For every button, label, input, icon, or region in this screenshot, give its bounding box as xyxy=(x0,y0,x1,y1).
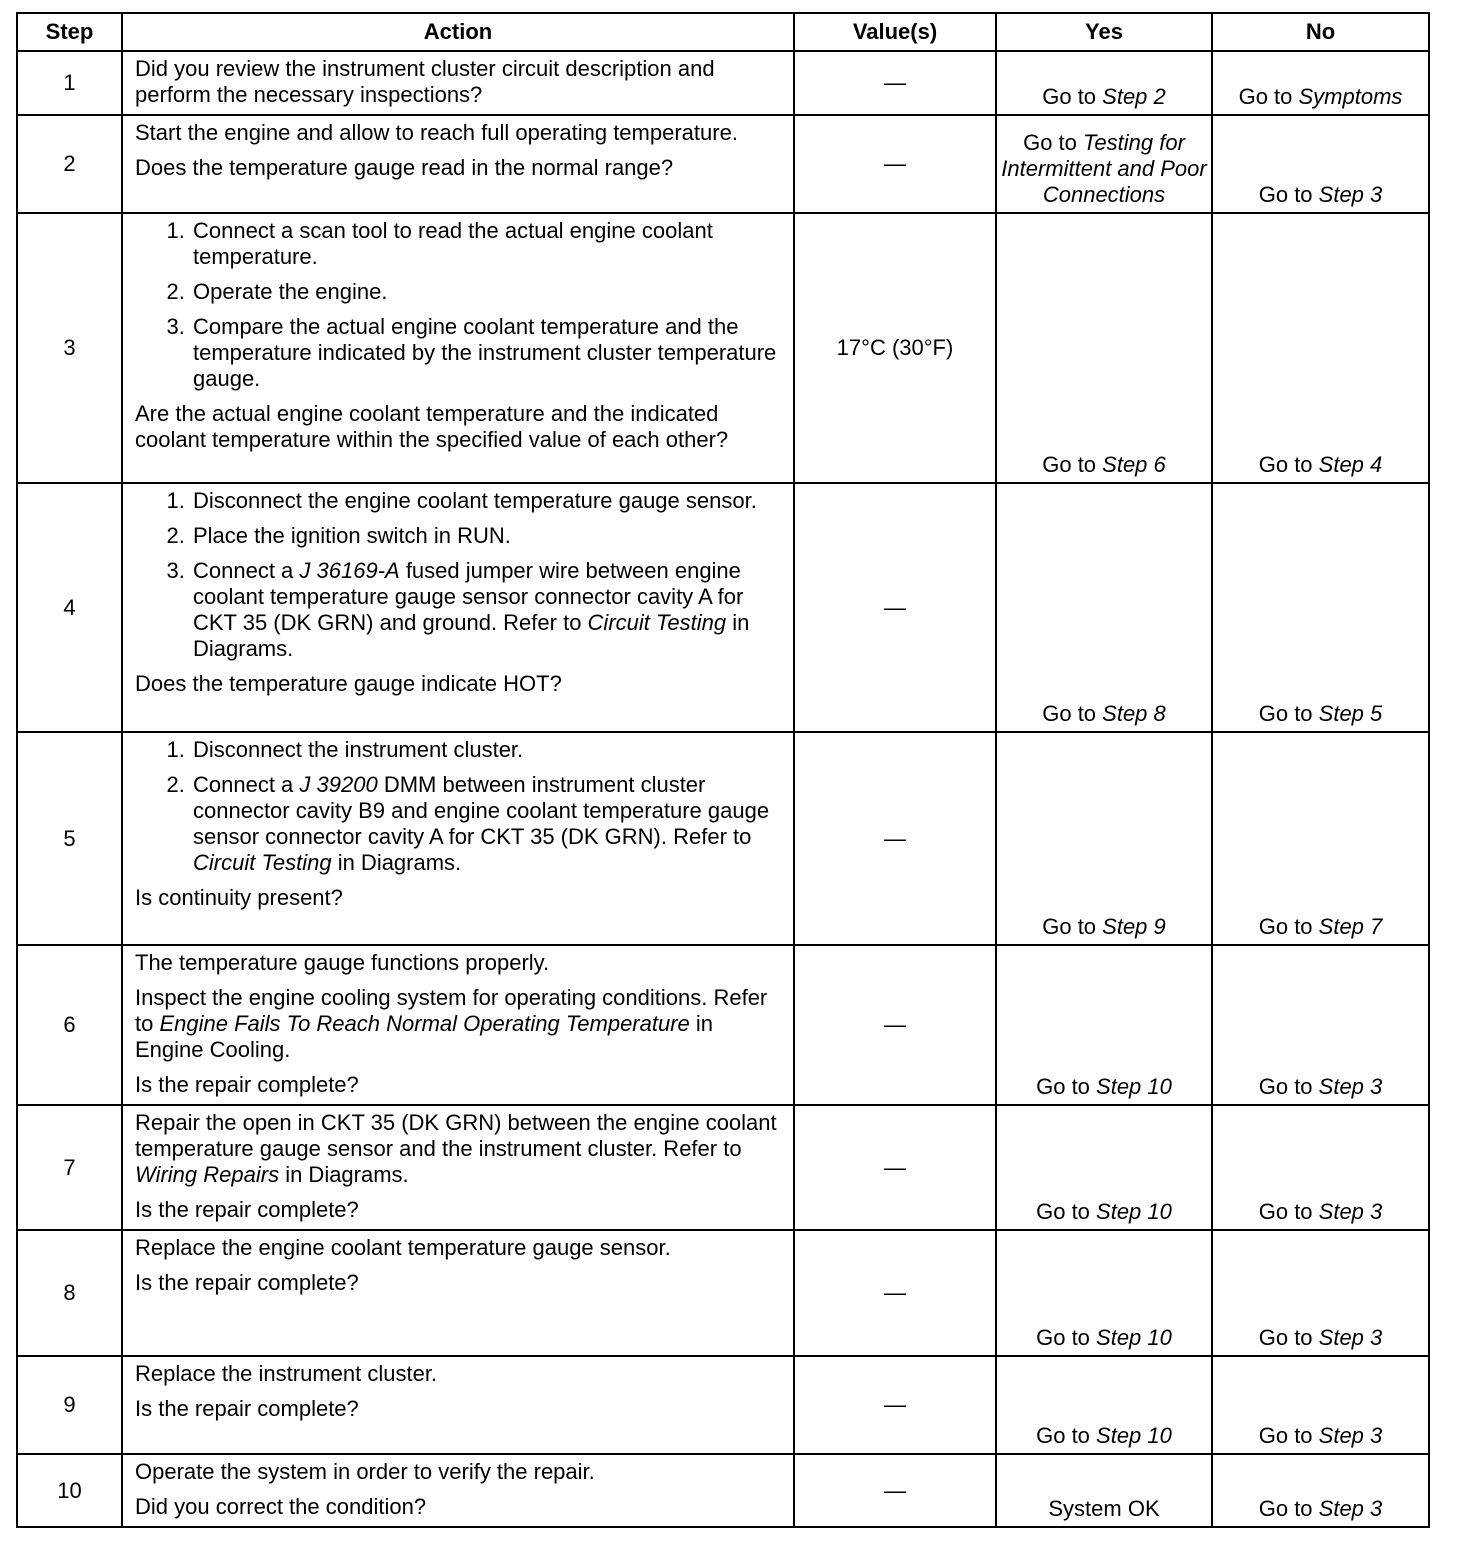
reference-text: Step 10 xyxy=(1096,1423,1172,1448)
yes-cell xyxy=(996,1454,1212,1527)
text-run: Go to xyxy=(1023,130,1083,155)
no-cell xyxy=(1212,483,1429,732)
action-cell xyxy=(122,1454,794,1527)
text-run: Connect a xyxy=(193,772,300,797)
value-cell: — xyxy=(794,483,996,732)
no-cell xyxy=(1212,1454,1429,1527)
action-paragraph xyxy=(135,885,783,911)
text-run: Connect a scan tool to read the actual engine coolant temperature. xyxy=(193,218,713,269)
action-cell xyxy=(122,51,794,115)
action-paragraph xyxy=(135,1270,783,1296)
value-cell: — xyxy=(794,115,996,213)
action-step xyxy=(191,314,783,392)
text-run: Replace the engine coolant temperature gauge sensor. xyxy=(135,1235,671,1260)
text-run: in Diagrams. xyxy=(279,1162,409,1187)
text-run: Is continuity present? xyxy=(135,885,343,910)
reference-text: Step 3 xyxy=(1318,1325,1383,1350)
value-cell: — xyxy=(794,1105,996,1230)
reference-text: Step 6 xyxy=(1102,452,1166,477)
text-run: Go to xyxy=(1042,914,1103,939)
reference-text: Step 8 xyxy=(1102,701,1166,726)
reference-text: Step 3 xyxy=(1318,182,1383,207)
text-run: Inspect the engine cooling system for operating conditions. Refer to xyxy=(135,985,768,1036)
action-paragraph xyxy=(135,985,783,1063)
step-number: 5 xyxy=(17,732,122,945)
reference-text: Step 7 xyxy=(1318,914,1383,939)
text-run: Start the engine and allow to reach full operating temperature. xyxy=(135,120,738,145)
text-run: Replace the instrument cluster. xyxy=(135,1361,438,1386)
action-cell xyxy=(122,483,794,732)
text-run: fused jumper wire between engine coolant temperature gauge sensor connector cavity A for CKT 35 (DK GRN) and ground. Refer to xyxy=(193,558,744,635)
no-cell xyxy=(1212,1105,1429,1230)
text-run: Go to xyxy=(1042,452,1103,477)
table-row xyxy=(17,1356,1429,1454)
text-run: Does the temperature gauge read in the normal range? xyxy=(135,155,674,180)
value-cell: — xyxy=(794,1454,996,1527)
text-run: Go to xyxy=(1258,1423,1319,1448)
reference-text: Step 10 xyxy=(1096,1074,1172,1099)
action-cell xyxy=(122,1356,794,1454)
reference-text: Testing for Intermittent and Poor Connections xyxy=(1001,130,1207,207)
yes-cell xyxy=(996,483,1212,732)
no-cell xyxy=(1212,213,1429,483)
action-steps-list xyxy=(135,737,783,876)
text-run: in Diagrams. xyxy=(331,850,462,875)
reference-text: J 39200 xyxy=(299,772,378,797)
action-paragraph xyxy=(135,1396,783,1422)
step-number: 9 xyxy=(17,1356,122,1454)
text-run: Are the actual engine coolant temperature and the indicated coolant temperature within the specified value of each other? xyxy=(135,401,729,452)
action-paragraph xyxy=(135,671,783,697)
action-step xyxy=(191,488,783,514)
action-step xyxy=(191,772,783,876)
action-paragraph xyxy=(135,155,783,181)
yes-cell xyxy=(996,115,1212,213)
text-run: in Diagrams. xyxy=(193,610,750,661)
header-step: Step xyxy=(17,13,122,51)
text-run: Go to xyxy=(1042,701,1103,726)
action-paragraph xyxy=(135,56,783,108)
table-row xyxy=(17,115,1429,213)
table-row xyxy=(17,1454,1429,1527)
action-paragraph xyxy=(135,1072,783,1098)
table-row xyxy=(17,945,1429,1105)
table-row xyxy=(17,1230,1429,1356)
header-action: Action xyxy=(122,13,794,51)
no-cell xyxy=(1212,732,1429,945)
no-cell xyxy=(1212,945,1429,1105)
step-number: 2 xyxy=(17,115,122,213)
yes-cell xyxy=(996,1356,1212,1454)
table-row xyxy=(17,483,1429,732)
step-number: 10 xyxy=(17,1454,122,1527)
reference-text: Step 3 xyxy=(1318,1496,1383,1521)
text-run: Compare the actual engine coolant temperature and the temperature indicated by the instrument cluster temperature gauge. xyxy=(193,314,777,391)
text-run: The temperature gauge functions properly. xyxy=(135,950,550,975)
text-run: Disconnect the instrument cluster. xyxy=(193,737,524,762)
action-paragraph xyxy=(135,1235,783,1261)
table-row xyxy=(17,213,1429,483)
action-paragraph xyxy=(135,1494,783,1520)
table-row xyxy=(17,51,1429,115)
text-run: Is the repair complete? xyxy=(135,1396,359,1421)
text-run: Is the repair complete? xyxy=(135,1197,359,1222)
reference-text: Circuit Testing xyxy=(193,850,332,875)
reference-text: Circuit Testing xyxy=(587,610,727,635)
no-cell xyxy=(1212,115,1429,213)
step-number: 6 xyxy=(17,945,122,1105)
action-paragraph xyxy=(135,950,783,976)
action-paragraph xyxy=(135,1110,783,1188)
text-run: Go to xyxy=(1036,1074,1097,1099)
text-run: Go to xyxy=(1258,1325,1319,1350)
text-run: Connect a xyxy=(193,558,300,583)
value-cell: 17°C (30°F) xyxy=(794,213,996,483)
yes-cell xyxy=(996,945,1212,1105)
header-yes: Yes xyxy=(996,13,1212,51)
value-cell: — xyxy=(794,1230,996,1356)
header-no: No xyxy=(1212,13,1429,51)
table-row xyxy=(17,1105,1429,1230)
reference-text: Engine Fails To Reach Normal Operating Temperature xyxy=(159,1011,690,1036)
value-cell: — xyxy=(794,732,996,945)
text-run: Go to xyxy=(1258,1496,1319,1521)
step-number: 4 xyxy=(17,483,122,732)
action-step xyxy=(191,737,783,763)
yes-cell xyxy=(996,1105,1212,1230)
reference-text: Step 2 xyxy=(1102,84,1166,109)
action-paragraph xyxy=(135,120,783,146)
text-run: Go to xyxy=(1036,1423,1097,1448)
step-number: 7 xyxy=(17,1105,122,1230)
reference-text: Step 3 xyxy=(1318,1423,1383,1448)
text-run: Is the repair complete? xyxy=(135,1270,359,1295)
reference-text: Step 3 xyxy=(1318,1199,1383,1224)
text-run: in Engine Cooling. xyxy=(135,1011,714,1062)
header-values: Value(s) xyxy=(794,13,996,51)
yes-cell xyxy=(996,1230,1212,1356)
value-cell: — xyxy=(794,51,996,115)
text-run: Go to xyxy=(1036,1325,1097,1350)
value-cell: — xyxy=(794,1356,996,1454)
text-run: Disconnect the engine coolant temperature gauge sensor. xyxy=(193,488,757,513)
step-number: 3 xyxy=(17,213,122,483)
action-paragraph xyxy=(135,401,783,453)
header-row xyxy=(17,13,1429,51)
action-paragraph xyxy=(135,1197,783,1223)
yes-cell xyxy=(996,732,1212,945)
action-paragraph xyxy=(135,1361,783,1387)
text-run: Go to xyxy=(1042,84,1103,109)
text-run: Go to xyxy=(1258,914,1319,939)
text-run: Go to xyxy=(1036,1199,1097,1224)
reference-text: Step 5 xyxy=(1318,701,1383,726)
value-cell: — xyxy=(794,945,996,1105)
text-run: Go to xyxy=(1238,84,1299,109)
action-step xyxy=(191,523,783,549)
reference-text: Step 10 xyxy=(1096,1325,1172,1350)
action-cell xyxy=(122,213,794,483)
text-run: Operate the engine. xyxy=(193,279,388,304)
no-cell xyxy=(1212,51,1429,115)
text-run: Go to xyxy=(1258,1074,1319,1099)
table-row xyxy=(17,732,1429,945)
no-cell xyxy=(1212,1356,1429,1454)
text-run: Go to xyxy=(1258,701,1319,726)
text-run: Is the repair complete? xyxy=(135,1072,359,1097)
action-paragraph xyxy=(135,1459,783,1485)
text-run: Operate the system in order to verify the repair. xyxy=(135,1459,595,1484)
text-run: Go to xyxy=(1258,452,1319,477)
text-run: Go to xyxy=(1258,182,1319,207)
action-step xyxy=(191,558,783,662)
reference-text: Step 9 xyxy=(1102,914,1166,939)
text-run: Place the ignition switch in RUN. xyxy=(193,523,511,548)
text-run: Did you review the instrument cluster circuit description and perform the necessary inspections? xyxy=(135,56,715,107)
step-number: 8 xyxy=(17,1230,122,1356)
no-cell xyxy=(1212,1230,1429,1356)
text-run: Did you correct the condition? xyxy=(135,1494,427,1519)
reference-text: Wiring Repairs xyxy=(135,1162,280,1187)
text-run: System OK xyxy=(1048,1496,1160,1521)
action-cell xyxy=(122,945,794,1105)
step-number: 1 xyxy=(17,51,122,115)
reference-text: Step 10 xyxy=(1096,1199,1172,1224)
action-cell xyxy=(122,1230,794,1356)
diagnostic-table xyxy=(16,12,1430,1528)
action-cell xyxy=(122,732,794,945)
action-step xyxy=(191,279,783,305)
action-step xyxy=(191,218,783,270)
text-run: Does the temperature gauge indicate HOT? xyxy=(135,671,562,696)
table-body xyxy=(17,51,1429,1527)
action-steps-list xyxy=(135,218,783,392)
text-run: Repair the open in CKT 35 (DK GRN) between the engine coolant temperature gauge sensor and the instrument cluster. Refer to xyxy=(135,1110,777,1161)
yes-cell xyxy=(996,213,1212,483)
text-run: Go to xyxy=(1258,1199,1319,1224)
reference-text: J 36169-A xyxy=(299,558,400,583)
reference-text: Step 4 xyxy=(1318,452,1383,477)
reference-text: Step 3 xyxy=(1318,1074,1383,1099)
action-cell xyxy=(122,115,794,213)
action-cell xyxy=(122,1105,794,1230)
reference-text: Symptoms xyxy=(1298,84,1403,109)
yes-cell xyxy=(996,51,1212,115)
action-steps-list xyxy=(135,488,783,662)
text-run: DMM between instrument cluster connector cavity B9 and engine coolant temperature gauge sensor connector cavity A for CKT 35 (DK GRN). Refer to xyxy=(193,772,770,849)
